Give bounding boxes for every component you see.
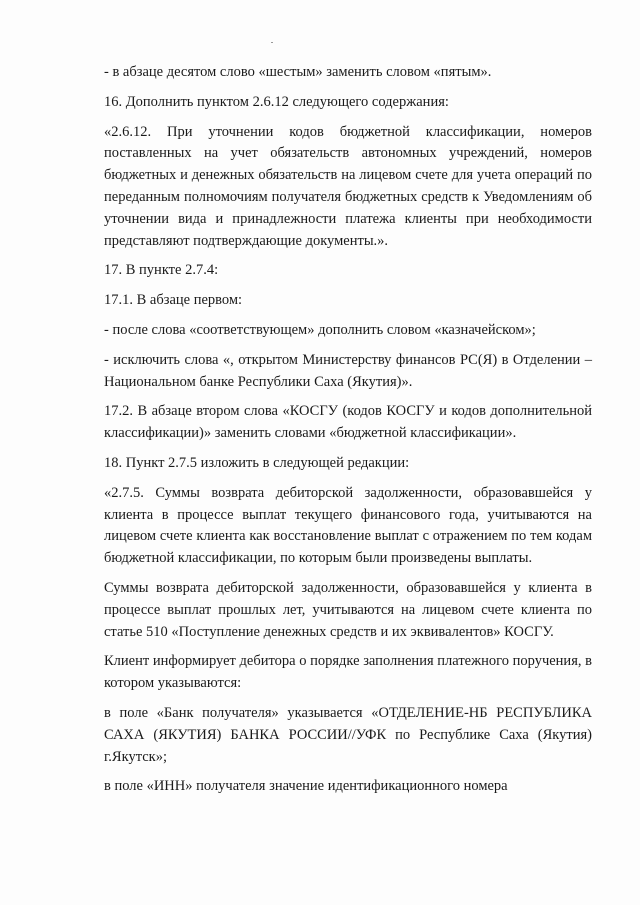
paragraph-11: Суммы возврата дебиторской задолженности, образовавшейся у клиента в процессе выплат прошлых лет, учитываются на лицевом счете клиента по статье 510 «Поступление денежных средств и их эквивалентов» КОСГУ.: [104, 579, 592, 640]
paragraph-4: 17. В пункте 2.7.4:: [104, 262, 219, 279]
paragraph-12: Клиент информирует дебитора о порядке заполнения платежного поручения, в котором указываются:: [104, 653, 592, 692]
scan-mark: [271, 42, 273, 43]
paragraph-2: 16. Дополнить пунктом 2.6.12 следующего содержания:: [104, 93, 449, 110]
paragraph-6: - после слова «соответствующем» дополнить словом «казначейском»;: [104, 321, 536, 338]
document-body: [104, 62, 592, 806]
paragraph-14: в поле «ИНН» получателя значение идентификационного номера: [104, 778, 508, 795]
paragraph-9: 18. Пункт 2.7.5 изложить в следующей редакции:: [104, 454, 410, 471]
paragraph-8: 17.2. В абзаце втором слова «КОСГУ (кодов КОСГУ и кодов дополнительной классификации)» заменить словами «бюджетной классификации».: [104, 403, 592, 442]
paragraph-1: - в абзаце десятом слово «шестым» заменить словом «пятым».: [104, 64, 492, 80]
paragraph-7: - исключить слова «, открытом Министерству финансов РС(Я) в Отделении – Национальном банке Республики Саха (Якутия)».: [104, 351, 592, 390]
paragraph-10: «2.7.5. Суммы возврата дебиторской задолженности, образовавшейся у клиента в процессе выплат текущего финансового года, учитываются на лицевом счете клиента как восстановление выплат с отражением по тем кодам бюджетной классификации, по которым были произведены выплаты.: [104, 484, 592, 567]
paragraph-5: 17.1. В абзаце первом:: [104, 292, 243, 309]
paragraph-3: «2.6.12. При уточнении кодов бюджетной классификации, номеров поставленных на учет обязательств автономных учреждений, номеров бюджетных и денежных обязательств на лицевом счете для учета операций по переданным полномочиям получателя бюджетных средств к Уведомлениям об уточнении вида и принадлежности платежа клиенты при необходимости представляют подтверждающие документы.».: [104, 123, 592, 249]
paragraph-13: в поле «Банк получателя» указывается «ОТДЕЛЕНИЕ-НБ РЕСПУБЛИКА САХА (ЯКУТИЯ) БАНКА РОССИИ//УФК по Республике Саха (Якутия) г.Якутск»;: [104, 704, 592, 765]
